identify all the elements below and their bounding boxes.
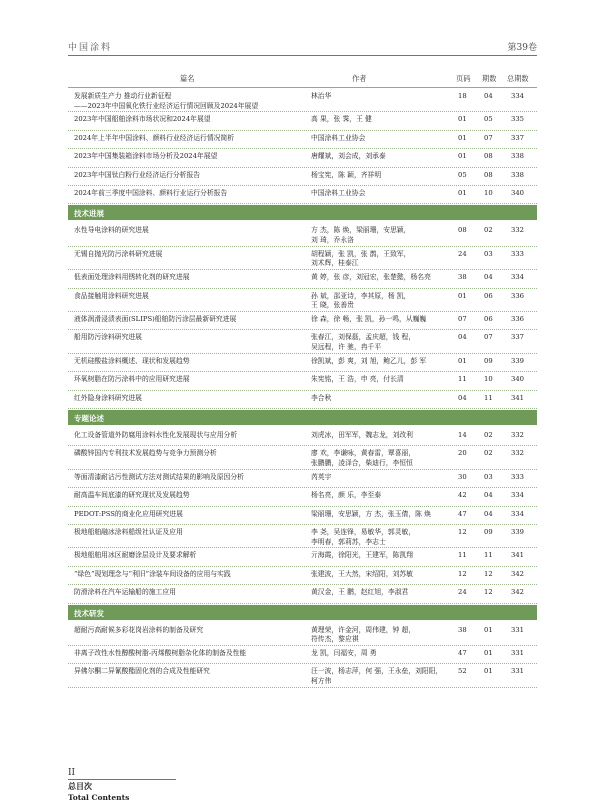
page-cell: 04 <box>458 333 467 342</box>
article-title-line: 2023年中国船舶涂料市场状况和2024年展望 <box>74 115 211 124</box>
journal-name: 中国涂料 <box>68 43 113 53</box>
total-issue-cell: 342 <box>511 569 524 578</box>
article-title-line: 非离子改性水性醇酸树脂-丙烯酸树脂杂化体的制备及性能 <box>74 649 247 657</box>
authors-line: 杨名亮，颜 乐，李至泰 <box>311 491 382 500</box>
total-issue-cell: 332 <box>511 449 524 458</box>
total-issue-cell: 336 <box>511 315 524 323</box>
total-issue-cell: 337 <box>511 333 524 342</box>
total-issue-cell: 338 <box>511 152 524 161</box>
issue-cell: 11 <box>484 551 493 560</box>
authors-line: 方 杰，陈 焕，梁丽珊，安思颖， <box>311 226 411 235</box>
row-divider <box>68 663 537 664</box>
list-item <box>68 226 537 245</box>
authors-line: 张鹏鹏，凌泽合，柴迪行，李恒恒 <box>311 458 413 467</box>
page-cell: 01 <box>458 115 467 124</box>
article-authors <box>311 649 451 659</box>
issue-cell: 09 <box>484 356 493 365</box>
page-cell: 01 <box>458 356 467 365</box>
article-title-line: 无锡自抛光防污涂料研究进展 <box>74 249 163 258</box>
running-header <box>68 40 537 56</box>
authors-line: 李明春，郭莉苏，李志士 <box>311 537 386 546</box>
article-authors <box>311 250 451 269</box>
article-authors <box>311 152 451 162</box>
page-cell: 20 <box>458 449 467 458</box>
issue-cell: 02 <box>484 431 493 439</box>
list-item <box>68 273 537 287</box>
article-authors <box>311 315 451 325</box>
list-item <box>68 649 537 663</box>
row-divider <box>68 167 537 168</box>
article-title-line: 2023年中国钛白粉行业经济运行分析报告 <box>74 170 201 179</box>
article-authors <box>311 171 451 181</box>
total-issue-cell: 334 <box>511 273 524 282</box>
authors-line: 徐 森，徐 畅，张 凯，孙一鸣，从巍巍 <box>311 315 427 323</box>
issue-cell: 02 <box>484 449 493 458</box>
issue-cell: 11 <box>484 393 493 402</box>
article-authors <box>311 189 451 199</box>
authors-line: 柯方伟 <box>311 676 332 685</box>
issue-cell: 09 <box>484 528 493 536</box>
footer-title-cn: 总目次 <box>68 781 92 791</box>
row-divider <box>68 185 537 186</box>
article-title <box>74 570 299 580</box>
authors-line: 王 晓，张善贵 <box>311 301 354 310</box>
article-title <box>74 315 299 325</box>
total-issue-cell: 339 <box>511 356 524 365</box>
article-title-line: 低表面处理涂料用锈转化剂的研究进展 <box>74 273 190 282</box>
authors-line: 符传杰，黎应祺 <box>311 635 359 644</box>
issue-cell: 10 <box>484 375 493 384</box>
list-item <box>68 315 537 329</box>
article-authors <box>311 92 451 102</box>
authors-line: 亓海霞，徐阳光，王建军，陈凯翔 <box>311 551 413 560</box>
list-item <box>68 394 537 408</box>
list-item <box>68 473 537 487</box>
article-title <box>74 171 299 181</box>
authors-line: 黄汉金，王 鹏，赵红旭，李淑君 <box>311 588 409 597</box>
article-title-line: 超耐污高耐候多彩花岗岩涂料的制备及研究 <box>74 625 204 634</box>
article-authors <box>311 273 451 283</box>
page-cell: 01 <box>458 291 467 300</box>
article-title-line: 化工设备管道外防腐用涂料水性化发展现状与应用分析 <box>74 431 238 439</box>
total-issue-cell: 336 <box>511 291 524 300</box>
total-issue-cell: 339 <box>511 528 524 536</box>
article-title <box>74 375 299 385</box>
section-heading: 技术进展 <box>74 209 104 219</box>
total-issue-cell: 338 <box>511 170 524 179</box>
page-cell: 30 <box>458 472 467 481</box>
total-issue-cell: 341 <box>511 551 524 560</box>
article-title <box>74 449 299 459</box>
page-number: II <box>68 768 76 778</box>
authors-line: 中国涂料工业协会 <box>311 189 366 197</box>
article-title <box>74 115 299 125</box>
issue-cell: 04 <box>484 92 493 100</box>
issue-cell: 12 <box>484 569 493 578</box>
row-divider <box>68 311 537 312</box>
row-divider <box>68 506 537 507</box>
total-issue-cell: 332 <box>511 226 524 235</box>
total-issue-cell: 334 <box>511 491 524 500</box>
total-issue-cell: 340 <box>511 189 524 197</box>
article-title-line: 食品接触用涂料研究进展 <box>74 291 149 300</box>
issue-cell: 01 <box>484 649 493 657</box>
article-authors <box>311 394 451 404</box>
page-cell: 14 <box>458 431 467 439</box>
article-authors <box>311 667 451 686</box>
authors-line: 胡程颖，张 凯，张 鹊，王致军， <box>311 249 411 258</box>
list-item <box>68 431 537 445</box>
issue-cell: 03 <box>484 472 493 481</box>
row-divider <box>68 584 537 585</box>
article-title-line: 防滑涂料在汽车运输船的施工应用 <box>74 588 176 597</box>
row-divider <box>68 687 537 688</box>
article-authors <box>311 115 451 125</box>
list-item <box>68 152 537 166</box>
row-divider <box>68 390 537 391</box>
list-item <box>68 292 537 311</box>
article-title-line: 极地船舶融冰涂料船级社认证及应用 <box>74 528 183 536</box>
total-issue-cell: 342 <box>511 588 524 597</box>
list-item <box>68 528 537 547</box>
total-issue-cell: 341 <box>511 393 524 402</box>
col-title: 篇名 <box>180 74 195 83</box>
section-band <box>68 410 537 425</box>
article-title <box>74 152 299 162</box>
article-title-line: 无机硅酸盐涂料概述、现状和发展趋势 <box>74 356 190 365</box>
authors-line: 芮英宇 <box>311 472 332 481</box>
article-title-line: 磷酸锌国内专利技术发展趋势与竞争力预测分析 <box>74 449 217 458</box>
list-item <box>68 115 537 129</box>
page-cell: 01 <box>458 152 467 161</box>
row-divider <box>68 524 537 525</box>
section-band <box>68 605 537 620</box>
authors-line: 林治华 <box>311 92 332 100</box>
page-cell: 01 <box>458 189 467 197</box>
article-title-line: 水性导电涂料的研究进展 <box>74 226 149 235</box>
footer-title-en: Total Contents <box>68 793 130 802</box>
column-headers <box>68 70 537 88</box>
row-divider <box>68 353 537 354</box>
article-title <box>74 134 299 144</box>
list-item <box>68 667 537 686</box>
article-title <box>74 250 299 260</box>
authors-line: 李 尧，吴连锋，易敏华，郭灵敏， <box>311 528 416 536</box>
article-authors <box>311 292 451 311</box>
page-cell: 38 <box>458 273 467 282</box>
article-title <box>74 92 299 111</box>
article-title <box>74 273 299 283</box>
page-cell: 12 <box>458 528 467 536</box>
total-issue-cell: 334 <box>511 509 524 518</box>
row-divider <box>68 111 537 112</box>
col-total: 总期数 <box>507 74 529 83</box>
page-cell: 05 <box>458 170 467 179</box>
row-divider <box>68 445 537 446</box>
list-item <box>68 189 537 203</box>
article-title-line: 2024年上半年中国涂料、颜料行业经济运行情况简析 <box>74 133 235 142</box>
row-divider <box>68 130 537 131</box>
article-title <box>74 588 299 598</box>
authors-line: 刘 琦，乔永洛 <box>311 235 354 244</box>
section-band <box>68 205 537 220</box>
page-cell: 47 <box>458 649 467 657</box>
page-cell: 11 <box>458 551 467 560</box>
row-divider <box>68 148 537 149</box>
header-rule <box>68 55 537 56</box>
col-author: 作者 <box>352 74 367 83</box>
page-cell: 42 <box>458 491 467 500</box>
page-cell: 47 <box>458 509 467 518</box>
authors-line: 孙 斌，邵亚诗，李其原，杨 凯， <box>311 291 411 300</box>
article-title <box>74 357 299 367</box>
list-item <box>68 375 537 389</box>
authors-line: 黄 婷，张 彦，刘冠宏，张楚懿，杨名亮 <box>311 273 431 282</box>
list-item <box>68 333 537 352</box>
total-issue-cell: 331 <box>511 649 524 657</box>
page-cell: 07 <box>458 315 467 323</box>
issue-cell: 03 <box>484 249 493 258</box>
article-title-line: PEDOT:PSS的商业化应用研究进展 <box>74 509 183 518</box>
total-issue-cell: 332 <box>511 431 524 439</box>
issue-cell: 06 <box>484 291 493 300</box>
list-item <box>68 551 537 565</box>
issue-cell: 04 <box>484 509 493 518</box>
row-divider <box>68 269 537 270</box>
issue-cell: 07 <box>484 333 493 342</box>
issue-cell: 01 <box>484 667 493 676</box>
total-issue-cell: 335 <box>511 115 524 124</box>
list-item <box>68 570 537 584</box>
article-authors <box>311 134 451 144</box>
article-title <box>74 431 299 441</box>
row-divider <box>68 566 537 567</box>
authors-line: 李合秋 <box>311 393 332 402</box>
article-title <box>74 473 299 483</box>
article-title <box>74 510 299 520</box>
authors-line: 高 果，张 霁，王 健 <box>311 115 372 124</box>
authors-line: 唐耀斌，刘会成，刘承泰 <box>311 152 386 161</box>
article-authors <box>311 588 451 598</box>
article-authors <box>311 473 451 483</box>
article-title <box>74 551 299 561</box>
list-item <box>68 171 537 185</box>
article-title <box>74 528 299 538</box>
row-divider <box>68 469 537 470</box>
article-title <box>74 189 299 199</box>
row-divider <box>68 645 537 646</box>
col-page: 页码 <box>456 74 471 83</box>
total-issue-cell: 333 <box>511 472 524 481</box>
authors-line: 朱宪铭，王 浩，申 亮，付长清 <box>311 375 404 384</box>
article-title-line: 发展新质生产力 推动行业新征程 <box>74 92 172 100</box>
row-divider <box>68 408 537 409</box>
authors-line: 张春江，刘保磊，孟庆超，钱 程， <box>311 333 416 342</box>
article-authors <box>311 375 451 385</box>
article-title-line: 环氧树脂在防污涂料中的应用研究进展 <box>74 375 190 384</box>
total-issue-cell: 337 <box>511 133 524 142</box>
issue-cell: 05 <box>484 115 493 124</box>
article-authors <box>311 226 451 245</box>
issue-cell: 12 <box>484 588 493 597</box>
article-title <box>74 667 299 677</box>
list-item <box>68 510 537 524</box>
article-authors <box>311 528 451 547</box>
row-divider <box>68 288 537 289</box>
article-title <box>74 626 299 636</box>
page-cell: 12 <box>458 569 467 578</box>
authors-line: 廖 欢，李谦咏，黄春雷，覃喜丽， <box>311 449 416 458</box>
section-heading: 专题论述 <box>74 414 104 423</box>
column-header-rule <box>68 87 537 88</box>
issue-cell: 04 <box>484 491 493 500</box>
article-title-line: 耐高温车间底漆的研究现状及发展趋势 <box>74 491 190 500</box>
row-divider <box>68 246 537 247</box>
total-issue-cell: 333 <box>511 249 524 258</box>
article-authors <box>311 626 451 645</box>
total-issue-cell: 334 <box>511 92 524 100</box>
total-issue-cell: 331 <box>511 625 524 634</box>
authors-line: 龙 凯，闫福安，周 勇 <box>311 649 377 657</box>
authors-line: 汪一波，杨志萍，何 强，王永垒，刘阳阳， <box>311 667 443 676</box>
list-item <box>68 588 537 602</box>
authors-line: 刘术辉，桂泰江 <box>311 259 359 268</box>
page-cell: 24 <box>458 249 467 258</box>
list-item <box>68 357 537 371</box>
page-cell: 38 <box>458 625 467 634</box>
page-cell: 01 <box>458 133 467 142</box>
page-cell: 11 <box>458 375 467 384</box>
issue-cell: 01 <box>484 625 493 634</box>
article-title-line: 2024年前三季度中国涂料、颜料行业运行分析报告 <box>74 189 228 197</box>
row-divider <box>68 203 537 204</box>
article-authors <box>311 431 451 441</box>
article-authors <box>311 570 451 580</box>
list-item <box>68 250 537 269</box>
article-authors <box>311 449 451 468</box>
article-title <box>74 394 299 404</box>
article-title-line: 极地船舶用冰区耐磨涂层设计及要求解析 <box>74 551 197 560</box>
issue-cell: 06 <box>484 315 493 323</box>
article-title-line: 等面清漆耐沾污性测试方法对测试结果的影响及原因分析 <box>74 472 244 481</box>
volume-label: 第39卷 <box>507 43 537 53</box>
page-cell: 24 <box>458 588 467 597</box>
article-authors <box>311 357 451 367</box>
page-cell: 08 <box>458 226 467 235</box>
issue-cell: 02 <box>484 226 493 235</box>
issue-cell: 10 <box>484 189 493 197</box>
article-authors <box>311 510 451 520</box>
list-item <box>68 134 537 148</box>
total-issue-cell: 331 <box>511 667 524 676</box>
article-title <box>74 649 299 659</box>
authors-line: 杨宝宪，陈 颖，齐祥明 <box>311 170 382 179</box>
issue-cell: 04 <box>484 273 493 282</box>
page-cell: 04 <box>458 393 467 402</box>
authors-line: 刘虎冰，田军军，魏志龙，刘改利 <box>311 431 413 439</box>
article-authors <box>311 551 451 561</box>
article-title <box>74 226 299 236</box>
list-item <box>68 92 537 111</box>
page-cell: 18 <box>458 92 467 100</box>
authors-line: 吴远程，许 驰，冉千平 <box>311 342 382 351</box>
authors-line: 张建波，王大然，宋绍阳，刘苏敏 <box>311 569 413 578</box>
list-item <box>68 626 537 645</box>
issue-cell: 07 <box>484 133 493 142</box>
footer-rule <box>68 779 176 780</box>
row-divider <box>68 371 537 372</box>
article-title-line: 液体润滑浸渍表面(SLIPS)船舶防污涂层最新研究进展 <box>74 315 237 323</box>
article-title-line: “绿色”现划理念与“利旧”涂装车间设备的应用与实践 <box>74 569 231 578</box>
article-title-line: 异佛尔酮二异氰酸酯固化剂的合成及性能研究 <box>74 667 210 676</box>
article-title-line: 船用防污涂料研究进展 <box>74 333 142 342</box>
col-issue: 期数 <box>482 74 497 83</box>
authors-line: 黄理荣，许金河，周伟建，钟 超， <box>311 625 416 634</box>
authors-line: 中国涂料工业协会 <box>311 133 366 142</box>
authors-line: 梁丽珊，安思颖，方 杰，张玉倩，陈 焕 <box>311 509 431 518</box>
list-item <box>68 449 537 468</box>
page-cell: 52 <box>458 667 467 676</box>
article-authors <box>311 333 451 352</box>
article-subtitle-line: ——2023年中国氧化铁行业经济运行情况回顾及2024年展望 <box>74 101 259 110</box>
list-item <box>68 491 537 505</box>
row-divider <box>68 487 537 488</box>
article-title <box>74 333 299 343</box>
article-title <box>74 491 299 501</box>
row-divider <box>68 329 537 330</box>
section-heading: 技术研发 <box>74 608 104 618</box>
article-title-line: 2023年中国集装箱涂料市场分析及2024年展望 <box>74 152 218 161</box>
article-title <box>74 292 299 302</box>
total-issue-cell: 340 <box>511 375 524 384</box>
issue-cell: 08 <box>484 170 493 179</box>
issue-cell: 08 <box>484 152 493 161</box>
article-authors <box>311 491 451 501</box>
article-title-line: 红外隐身涂料研究进展 <box>74 393 142 402</box>
authors-line: 徐凯斌，彭 爽，刘 旭，鲍乙儿，彭 军 <box>311 356 427 365</box>
row-divider <box>68 547 537 548</box>
row-divider <box>68 603 537 604</box>
